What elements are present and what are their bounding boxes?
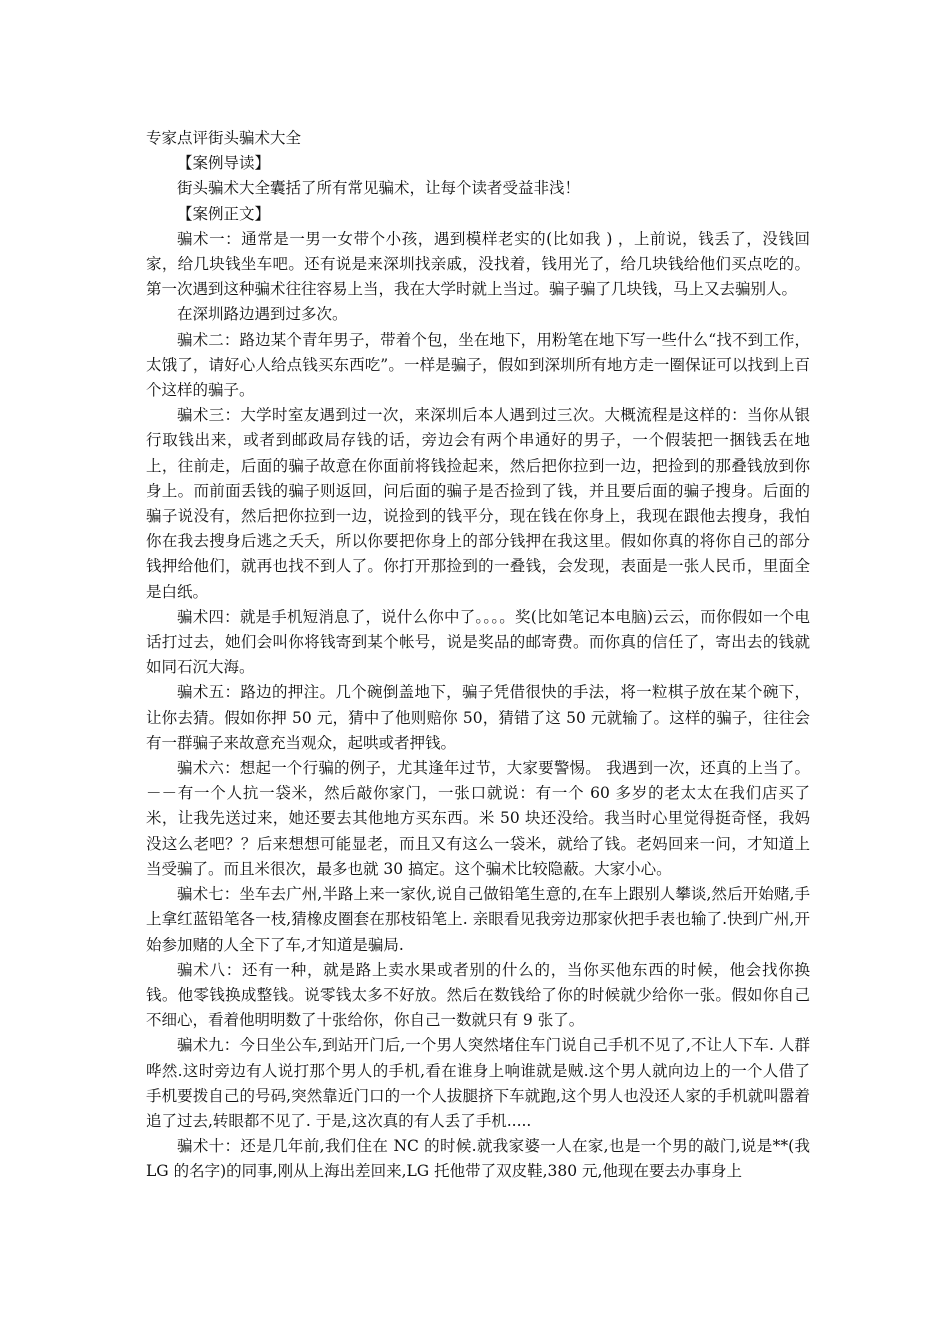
paragraph-scam-4: 骗术四：就是手机短消息了，说什么你中了。。。。奖(比如笔记本电脑)云云，而你假如一个电话打过去，她们会叫你将钱寄到某个帐号，说是奖品的邮寄费。而你真的信任了，寄出去的钱就如同石沉大海。	[146, 607, 810, 677]
document-title: 专家点评街头骗术大全	[146, 129, 302, 147]
paragraph-scam-5: 骗术五：路边的押注。几个碗倒盖地下，骗子凭借很快的手法，将一粒棋子放在某个碗下，让你去猜。假如你押 50 元，猜中了他则赔你 50，猜错了这 50 元就输了。这样的骗子，往往会有一群骗子来故意充当观众，起哄或者押钱。	[146, 683, 810, 752]
paragraph-scam-6: 骗术六：想起一个行骗的例子，尤其逢年过节，大家要警惕。 我遇到一次，还真的上当了。－－有一个人抗一袋米，然后敲你家门，一张口就说：有一个 60 多岁的老太太在我们店买了米，让我先送过来，她还要去其他地方买东西。米 50 块还没给。我当时心里觉得挺奇怪，我妈没这么老吧？？后来想想可能显老，而且又有这么一袋米，就给了钱。老妈回来一问，才知道上当受骗了。而且米很次，最多也就 30 搞定。这个骗术比较隐蔽。大家小心。	[146, 759, 810, 878]
paragraph-scam-1-note: 在深圳路边遇到过多次。	[177, 305, 348, 324]
document-page	[146, 126, 810, 1185]
paragraph-scam-8: 骗术八：还有一种，就是路上卖水果或者别的什么的，当你买他东西的时候，他会找你换钱。他零钱换成整钱。说零钱太多不好放。然后在数钱给了你的时候就少给你一张。假如你自己不细心，看着他明明数了十张给你，你自己一数就只有 9 张了。	[146, 960, 810, 1030]
intro-paragraph: 街头骗术大全囊括了所有常见骗术，让每个读者受益非浅！	[177, 179, 581, 198]
paragraph-scam-7: 骗术七：坐车去广州,半路上来一家伙,说自己做铅笔生意的,在车上跟别人攀谈,然后开始赌,手上拿红蓝铅笔各一枝,猜橡皮圈套在那枝铅笔上. 亲眼看见我旁边那家伙把手表也输了.快到广州,开始参加赌的人全下了车,才知道是骗局.	[146, 885, 810, 954]
paragraph-scam-2: 骗术二：路边某个青年男子，带着个包，坐在地下，用粉笔在地下写一些什么“找不到工作，太饿了，请好心人给点钱买东西吃”。一样是骗子，假如到深圳所有地方走一圈保证可以找到上百个这样的骗子。	[146, 330, 810, 400]
section-heading-intro: 【案例导读】	[177, 154, 271, 173]
paragraph-scam-10: 骗术十：还是几年前,我们住在 NC 的时候.就我家婆一人在家,也是一个男的敲门,说是**(我 LG 的名字)的同事,刚从上海出差回来,LG 托他带了双皮鞋,380 元,他现在要去办事身上	[146, 1137, 810, 1181]
paragraph-scam-9: 骗术九：今日坐公车,到站开门后,一个男人突然堵住车门说自己手机不见了,不让人下车. 人群哗然.这时旁边有人说打那个男人的手机,看在谁身上响谁就是贼.这个男人就向边上的一个人借了手机要拨自己的号码,突然靠近门口的一个人拔腿挤下车就跑,这个男人也没还人家的手机就叫嚣着追了过去,转眼都不见了. 于是,这次真的有人丢了手机.....	[146, 1036, 810, 1130]
paragraph-scam-3: 骗术三：大学时室友遇到过一次，来深圳后本人遇到过三次。大概流程是这样的：当你从银行取钱出来，或者到邮政局存钱的话，旁边会有两个串通好的男子，一个假装把一捆钱丢在地上，往前走，后面的骗子故意在你面前将钱捡起来，然后把你拉到一边，把捡到的那叠钱放到你身上。而前面丢钱的骗子则返回，问后面的骗子是否捡到了钱，并且要后面的骗子搜身。后面的骗子说没有，然后把你拉到一边，说捡到的钱平分，现在钱在你身上，我现在跟他去搜身，我怕你在我去搜身后逃之夭夭，所以你要把你身上的部分钱押在我这里。假如你真的将你自己的部分钱押给他们，就再也找不到人了。你打开那捡到的一叠钱，会发现，表面是一张人民币，里面全是白纸。	[146, 406, 810, 601]
section-heading-body: 【案例正文】	[177, 204, 271, 223]
paragraph-scam-1: 骗术一：通常是一男一女带个小孩，遇到模样老实的(比如我 ) ，上前说，钱丢了，没钱回家，给几块钱坐车吧。还有说是来深圳找亲戚，没找着，钱用光了，给几块钱给他们买点吃的。 第一次遇到这种骗术往往容易上当，我在大学时就上当过。骗子骗了几块钱，马上又去骗别人。	[146, 229, 810, 299]
